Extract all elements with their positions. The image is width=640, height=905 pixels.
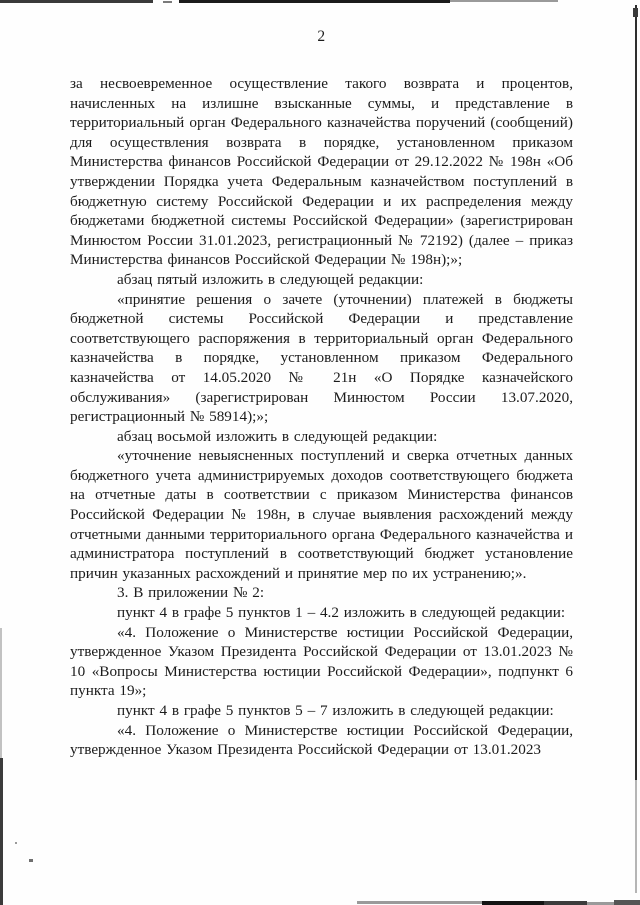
scan-edge-right — [635, 5, 637, 780]
scan-edge-top-segment — [179, 0, 450, 3]
scan-speck — [633, 8, 638, 17]
scan-edge-left — [0, 758, 3, 905]
paragraph: абзац восьмой изложить в следующей редакции: — [117, 427, 438, 445]
paragraph: «4. Положение о Министерстве юстиции Российской Федерации, утвержденное Указом Президента Российской Федерации от 13.01.2023 № 10 «Вопросы Министерства юстиции Российской Федерации», подпункт 6 пункта 19»; — [70, 623, 573, 700]
scan-speck — [29, 859, 33, 862]
paragraph: за несвоевременное осуществление такого возврата и процентов, начисленных на излишне взысканные суммы, и представление в территориальный орган Федерального казначейства поручений (сообщений) для осуществления возврата в порядке, установленном приказом Министерства финансов Российской Федерации от 29.12.2022 № 198н «Об утверждении Порядка учета Федеральным казначейством поступлений в бюджетную систему Российской Федерации и их распределения между бюджетами бюджетной системы Российской Федерации» (зарегистрирован Минюстом России 31.01.2023, регистрационный № 72192) (далее – приказ Министерства финансов Российской Федерации № 198н);»; — [70, 75, 573, 269]
scan-edge-bottom-segment — [357, 901, 482, 904]
scan-edge-top-segment — [163, 1, 172, 3]
scan-edge-bottom-segment — [614, 900, 640, 905]
document-text-block — [70, 74, 573, 760]
paragraph: «4. Положение о Министерстве юстиции Российской Федерации, утвержденное Указом Президента Российской Федерации от 13.01.2023 — [70, 721, 573, 759]
page-number: 2 — [317, 28, 326, 45]
scan-edge-right — [635, 780, 637, 893]
paragraph: 3. В приложении № 2: — [117, 584, 265, 602]
scan-edge-top-segment — [450, 0, 558, 2]
paragraph: абзац пятый изложить в следующей редакции: — [117, 270, 424, 288]
paragraph: пункт 4 в графе 5 пунктов 1 – 4.2 изложить в следующей редакции: — [117, 604, 566, 622]
paragraph: «уточнение невыясненных поступлений и сверка отчетных данных бюджетного учета администрируемых доходов соответствующего бюджета на отчетные даты в соответствии с приказом Министерства финансов Российской Федерации № 198н, в случае выявления расхождений между отчетными данными территориального органа Федерального казначейства и администратора поступлений в соответствующий бюджет установление причин указанных расхождений и принятие мер по их устранению;». — [70, 447, 573, 582]
scan-edge-bottom-segment — [482, 901, 544, 905]
paragraph: пункт 4 в графе 5 пунктов 5 – 7 изложить в следующей редакции: — [117, 702, 554, 719]
scan-edge-top-segment — [0, 0, 153, 3]
paragraph: «принятие решения о зачете (уточнении) платежей в бюджеты бюджетной системы Российской Федерации и представление соответствующего распоряжения в территориальный орган Федерального казначейства в порядке, установленном приказом Федерального казначейства от 14.05.2020 № 21н «О Порядке казначейского обслуживания» (зарегистрирован Минюстом России 13.07.2020, регистрационный № 58914);»; — [70, 290, 573, 426]
scan-speck — [15, 842, 17, 844]
scan-edge-left — [0, 628, 2, 758]
scan-edge-bottom-segment — [544, 901, 587, 905]
